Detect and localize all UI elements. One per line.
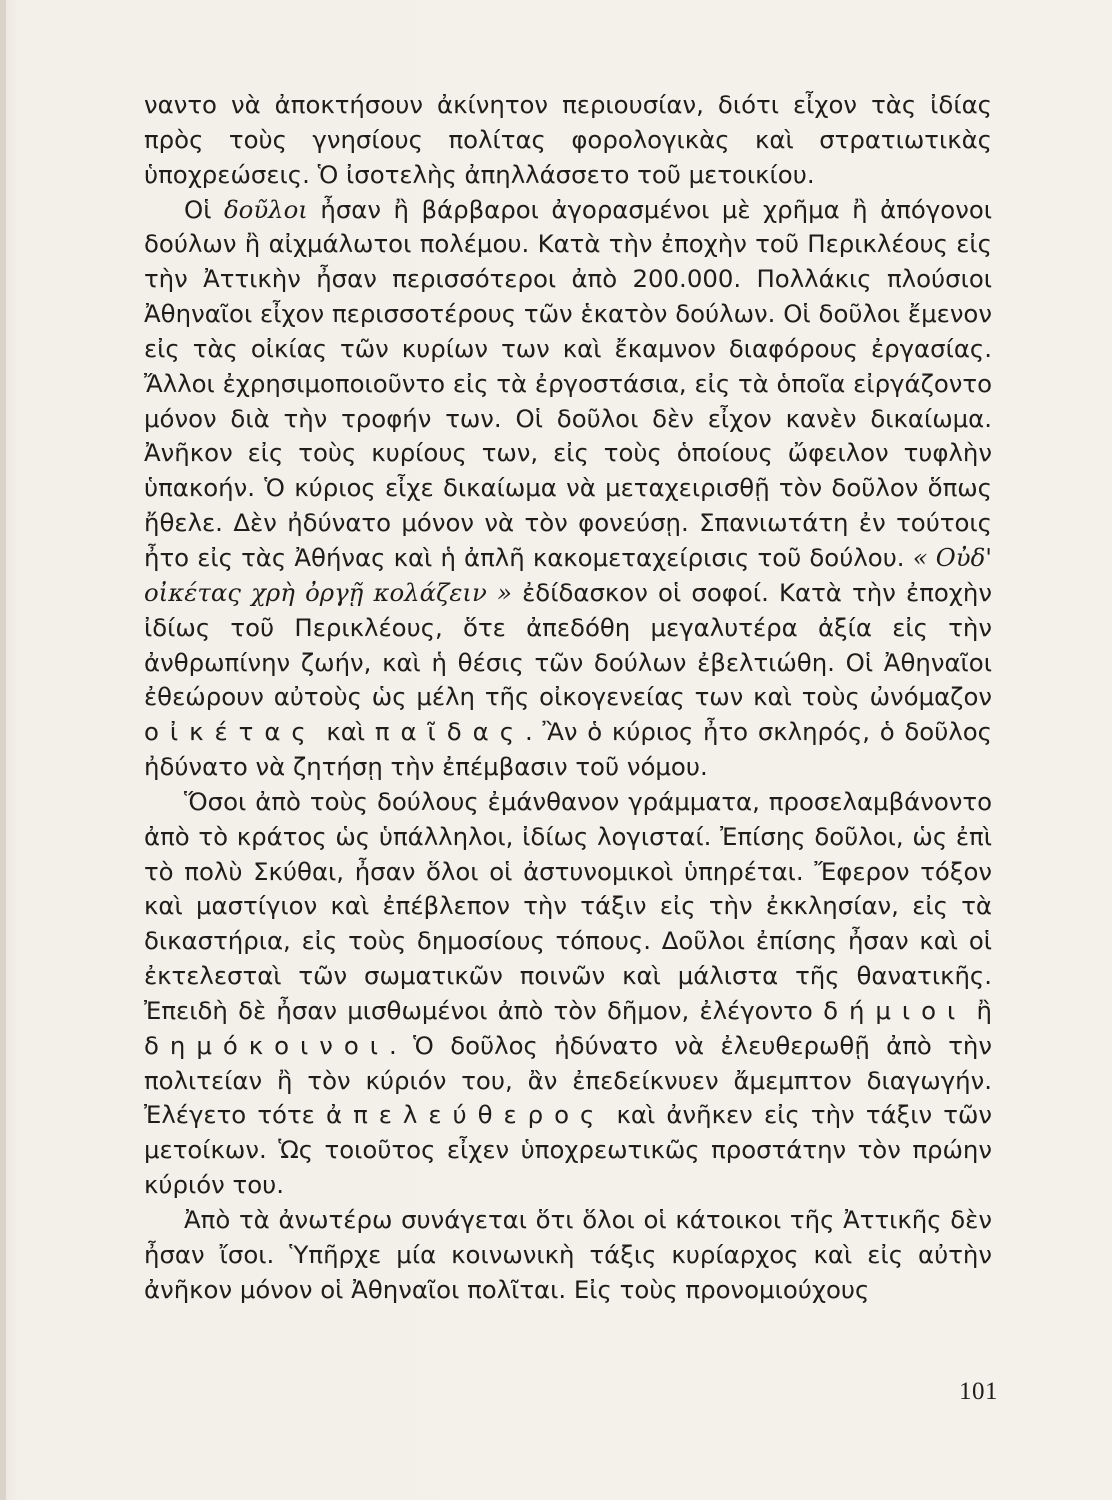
spaced-term: οἰκέτας xyxy=(144,717,317,747)
text-run: καὶ ἀνῆκεν εἰς τὴν τάξιν τῶν μετοίκων. Ὡς τοιοῦτος εἶχεν ὑποχρεωτικῶς προστάτην τὸν πρώην κύριόν του. xyxy=(144,1100,993,1200)
spaced-term: δημόκοινοι xyxy=(144,1030,389,1060)
text-run: καὶ xyxy=(316,717,375,747)
text-run: Ἀπὸ τὰ ἀνωτέρω συνάγεται ὅτι ὅλοι οἱ κάτοικοι τῆς Ἀττικῆς δὲν ἦσαν ἴσοι. Ὑπῆρχε μία κοινωνικὴ τάξις κυρίαρχος καὶ εἰς αὐτὴν ἀνῆκον μόνον οἱ Ἀθηναῖοι πολῖται. Εἰς τοὺς προνομιούχους xyxy=(144,1205,992,1304)
text-run: ἐδίδασκον οἱ σοφοί. Κατὰ τὴν ἐποχὴν ἰδίως τοῦ Περικλέους, ὅτε ἀπεδόθη μεγαλυτέρα ἀξία εἰς τὴν ἀνθρωπίνην ζωήν, καὶ ἡ θέσις τῶν δούλων ἐβελτιώθη. Οἱ Ἀθηναῖοι ἐθεώρουν αὐτοὺς ὡς μέλη τῆς οἰκογενείας των καὶ τοὺς ὠνόμαζον xyxy=(144,577,992,712)
emphasized-term: δοῦλοι xyxy=(223,194,308,224)
spaced-term: ἀπελεύθερος xyxy=(326,1100,606,1130)
text-run: ναντο νὰ ἀποκτήσουν ἀκίνητον περιουσίαν, διότι εἶχον τὰς ἰδίας πρὸς τοὺς γνησίους πολίτας φορολογικὰς καὶ στρατιωτικὰς ὑποχρεώσεις. Ὁ ἰσοτελὴς ἀπηλλάσσετο τοῦ μετοικίου. xyxy=(144,90,992,189)
paragraph-3 xyxy=(144,785,992,1203)
quotation: « Οὐδ' οἰκέτας χρὴ ὀργῇ κολάζειν » xyxy=(144,542,993,607)
body-text xyxy=(144,88,992,1308)
text-run: ἢ xyxy=(966,995,992,1025)
spaced-term: παῖδας xyxy=(374,717,526,747)
paragraph-4 xyxy=(144,1203,992,1308)
text-run: . Ἂν ὁ κύριος ἦτο σκληρός, ὁ δοῦλος ἠδύνατο νὰ ζητήσῃ τὴν ἐπέμβασιν τοῦ νόμου. xyxy=(144,717,992,782)
spaced-term: δήμιοι xyxy=(823,995,967,1025)
text-run: ἦσαν ἢ βάρβαροι ἀγορασμένοι μὲ χρῆμα ἢ ἀπόγονοι δούλων ἢ αἰχμάλωτοι πολέμου. Κατὰ τὴν ἐποχὴν τοῦ Περικλέους εἰς τὴν Ἀττικὴν ἦσαν περισσότεροι ἀπὸ 200.000. Πολλάκις πλούσιοι Ἀθηναῖοι εἶχον περισσοτέρους τῶν ἑκατὸν δούλων. Οἱ δοῦλοι ἔμενον εἰς τὰς οἰκίας τῶν κυρίων των καὶ ἔκαμνον διαφόρους ἐργασίας. Ἄλλοι ἐχρησιμοποιοῦντο εἰς τὰ ἐργοστάσια, εἰς τὰ ὁποῖα εἰργάζοντο μόνον διὰ τὴν τροφήν των. Οἱ δοῦλοι δὲν εἶχον κανὲν δικαίωμα. Ἀνῆκον εἰς τοὺς κυρίους των, εἰς τοὺς ὁποίους ὤφειλον τυφλὴν ὑπακοήν. Ὁ κύριος εἶχε δικαίωμα νὰ μεταχειρισθῇ τὸν δοῦλον ὅπως ἤθελε. Δὲν ἠδύνατο μόνον νὰ τὸν φονεύσῃ. Σπανιωτάτη ἐν τούτοις ἦτο εἰς τὰς Ἀθήνας καὶ ἡ ἀπλῆ κακομεταχείρισις τοῦ δούλου. xyxy=(144,194,992,572)
text-run: . Ὁ δοῦλος ἠδύνατο νὰ ἐλευθερωθῇ ἀπὸ τὴν πολιτείαν ἢ τὸν κύριόν του, ἂν ἐπεδείκνυεν ἄμεμπτον διαγωγήν. Ἐλέγετο τότε xyxy=(144,1030,992,1130)
paragraph-1 xyxy=(144,88,992,193)
page-number: 101 xyxy=(959,1378,998,1405)
text-run: Οἱ xyxy=(184,194,224,224)
paragraph-2 xyxy=(144,193,992,785)
text-run: Ὅσοι ἀπὸ τοὺς δούλους ἐμάνθανον γράμματα, προσελαμβάνοντο ἀπὸ τὸ κράτος ὡς ὑπάλληλοι, ἰδίως λογισταί. Ἐπίσης δοῦλοι, ὡς ἐπὶ τὸ πολὺ Σκύθαι, ἦσαν ὅλοι οἱ ἀστυνομικοὶ ὑπηρέται. Ἔφερον τόξον καὶ μαστίγιον καὶ ἐπέβλεπον τὴν τάξιν εἰς τὴν ἐκκλησίαν, εἰς τὰ δικαστήρια, εἰς τοὺς δημοσίους τόπους. Δοῦλοι ἐπίσης ἦσαν καὶ οἱ ἐκτελεσταὶ τῶν σωματικῶν ποινῶν καὶ μάλιστα τῆς θανατικῆς. Ἐπειδὴ δὲ ἦσαν μισθωμένοι ἀπὸ τὸν δῆμον, ἐλέγοντο xyxy=(144,786,992,1025)
